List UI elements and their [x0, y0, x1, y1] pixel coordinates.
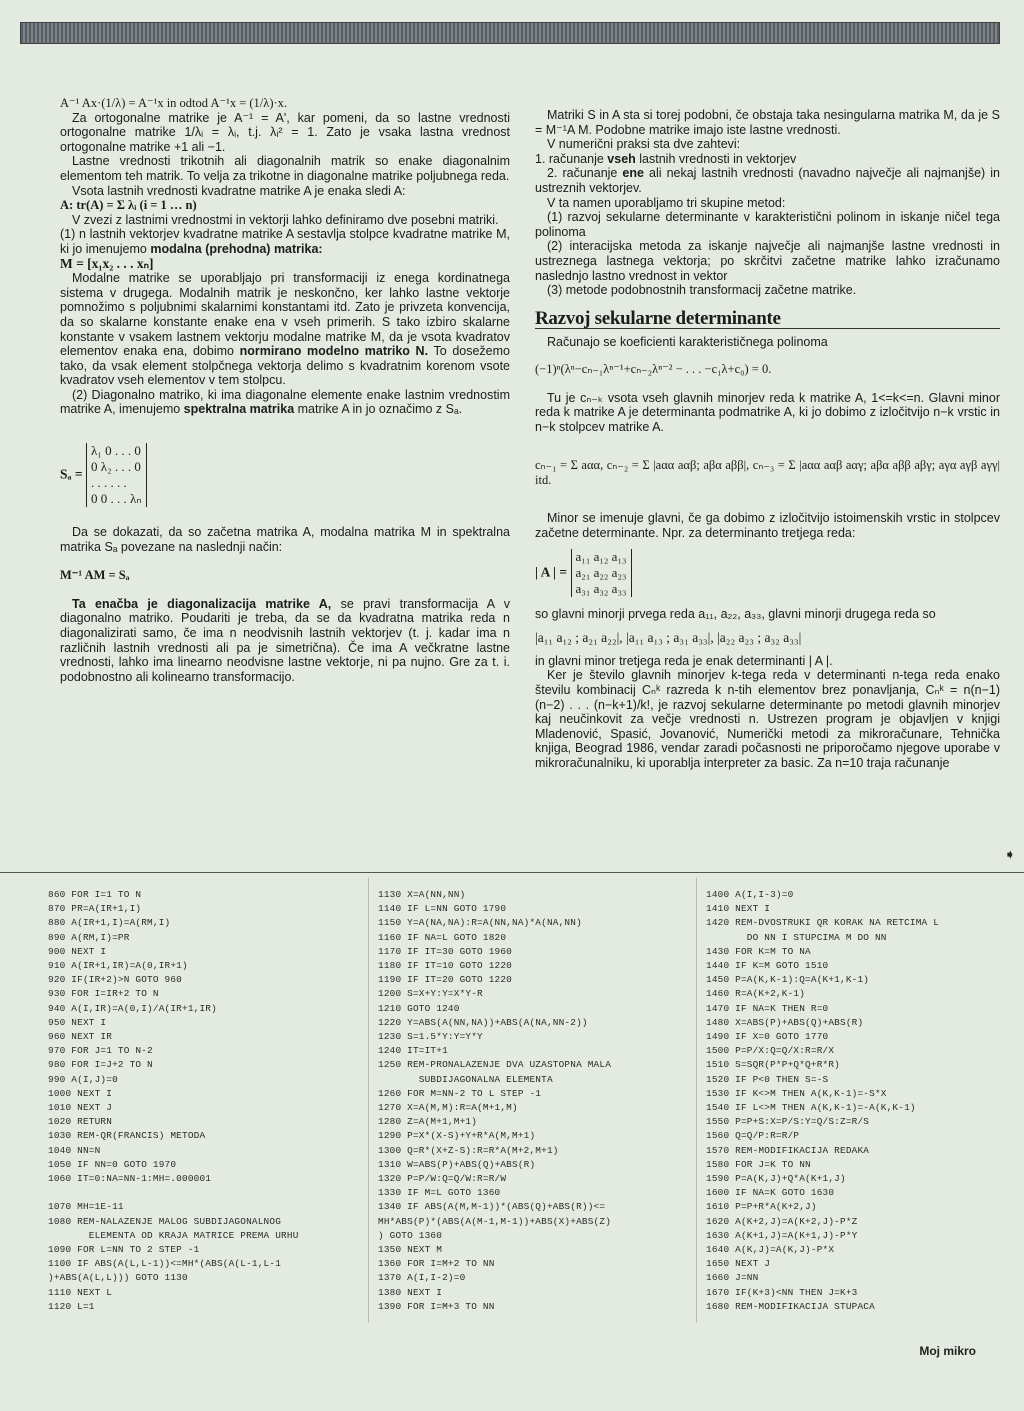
- matrix-row: a₁₁ a₁₂ a₁₃: [575, 548, 627, 564]
- matrix-row: . . . . . .: [91, 475, 127, 491]
- requirement-2-text: 2. računanje: [547, 166, 618, 181]
- code-listing-3: 1400 A(I,I-3)=0 1410 NEXT I 1420 REM-DVOSTRUKI QR KORAK NA RETCIMA L DO NN I STUPCIMA M DO NN 1430 FOR K=M TO NA 1440 IF K=M GOTO 1510 1450 P=A(K,K-1):Q=A(K+1,K-1) 1460 R=A(K+2,K-1) 1470 IF NA=K THEN R=0 1480 X=ABS(P)+ABS(Q)+ABS(R) 1490 IF X=0 GOTO 1770 1500 P=P/X:Q=Q/X:R=R/X 1510 S=SQR(P*P+Q*Q+R*R) 1520 IF P<0 THEN S=-S 1530 IF K<>M THEN A(K,K-1)=-S*X 1540 IF L<>M THEN A(K,K-1)=-A(K,K-1) 1550 P=P+S:X=P/S:Y=Q/S:Z=R/S 1560 Q=Q/P:R=R/P 1570 REM-MODIFIKACIJA REDAKA 1580 FOR J=K TO NN 1590 P=A(K,J)+Q*A(K+1,J) 1600 IF NA=K GOTO 1630 1610 P=P+R*A(K+2,J) 1620 A(K+2,J)=A(K+2,J)-P*Z 1630 A(K+1,J)=A(K+1,J)-P*Y 1640 A(K,J)=A(K,J)-P*X 1650 NEXT J 1660 J=NN 1670 IF(K+3)<NN THEN J=K+3 1680 REM-MODIFIKACIJA STUPACA: [706, 889, 940, 1312]
- paragraph-combinations: Ker je število glavnih minorjev k-tega reda v determinanti n-tega reda enako številu kombinacij Cₙᵏ razreda k n-tih elementov brez ponavljanja, Cₙᵏ = n(n−1) (n−2) . . . (n−k+1)/k!, je razvoj sekularne determinante po metodi glavnih minorjev kaj neučinkovit za večje vrednosti n. Ustrezen program je objavljen v knjigi Mladenović, Spasić, Jovanović, Numerički metodi za mikroračunare, Tehnička knjiga, Beograd 1986, vendar zaradi počasnosti ne priporočamo njegove uporabe v mikroračunalniku, ki uporablja interpreter za basic. Za n=10 traja računanje: [535, 668, 1000, 770]
- paragraph-normalized: [60, 271, 510, 388]
- paragraph-triangular: Lastne vrednosti trikotnih ali diagonalnih matrik so enake diagonalnim elementom teh matrik. To velja za trikotne in diagonalne matrike poljubnega reda.: [60, 154, 510, 183]
- paragraph-trace: Vsota lastnih vrednosti kvadratne matrike A je enaka sledi A:: [72, 183, 406, 198]
- modal-term: modalna (prehodna) matrika:: [150, 241, 323, 256]
- requirement-2-term: ene: [622, 166, 644, 181]
- spectral-text: (2) Diagonalno matriko, ki ima diagonalne elemente enake lastnim vrednostim matrike A, imenujemo: [60, 387, 510, 417]
- section-heading: Razvoj sekularne determinante: [535, 312, 1000, 330]
- spectral-matrix: [60, 443, 510, 507]
- left-column: [60, 96, 510, 684]
- minor-item: |a₁₁ a₁₃ ; a₃₁ a₃₃|: [626, 630, 711, 646]
- matrix-row: 0 0 . . . λₙ: [91, 491, 142, 507]
- paragraph-similar: Matriki S in A sta si torej podobni, če obstaja taka nesingularna matrika M, da je S = M⁻¹A M. Podobne matrike imajo iste lastne vrednosti.: [535, 108, 1000, 137]
- minor-item: |a₁₁ a₁₂ ; a₂₁ a₂₂|: [535, 630, 620, 646]
- formula-polynomial: (−1)ⁿ(λⁿ−cₙ₋₁λⁿ⁻¹+cₙ₋₂λⁿ⁻² − . . . −c₁λ+c₀) = 0.: [535, 361, 772, 376]
- determinant-block: [535, 549, 1000, 597]
- modal-text: (1) n lastnih vektorjev kvadratne matrike A sestavlja stolpce kvadratne matrike M, ki jo imenujemo: [60, 227, 510, 256]
- code-divider: [368, 878, 369, 1323]
- paragraph-methods: V ta namen uporabljamo tri skupine metod:: [547, 195, 786, 210]
- paragraph-diagonalization: [60, 597, 510, 685]
- determinant-body: [571, 549, 632, 597]
- paragraph-special-matrices: V zvezi z lastnimi vrednostmi in vektorji lahko definiramo dve posebni matriki.: [72, 212, 499, 227]
- paragraph-relation: Da se dokazati, da so začetna matrika A, modalna matrika M in spektralna matrika Sₐ povezane na naslednji način:: [60, 525, 510, 554]
- matrix-row: 0 λ₂ . . . 0: [91, 459, 141, 475]
- determinant-label: | A | =: [535, 563, 568, 579]
- right-column: [535, 108, 1000, 771]
- paragraph-coefficients: Računajo se koeficienti karakterističnega polinoma: [547, 335, 828, 350]
- paragraph-principal-minor: Minor se imenuje glavni, če ga dobimo z izločitvijo istoimenskih vrstic in stolpcev začetne determinante. Npr. za determinanto tretjega reda:: [535, 511, 1000, 541]
- paragraph-orthogonal: Za ortogonalne matrike je A⁻¹ = A', kar pomeni, da so lastne vrednosti ortogonalne matrike 1/λᵢ = λᵢ, t.j. λᵢ² = 1. Zato je vsaka lastna vrednost ortogonalne matrike +1 ali −1.: [60, 110, 510, 154]
- normalized-text-end: To dosežemo tako, da vsak element stolpčnega vektorja delimo s kvadratnim korenom vsote kvadratov vseh elementov v tem stolpcu.: [60, 344, 510, 388]
- continue-arrow-icon: ➧: [1004, 846, 1016, 862]
- second-order-minors: |a₁₁ a₁₂ ; a₂₁ a₂₂|, |a₁₁ a₁₃ ; a₃₁ a₃₃|, |a₂₂ a₂₃ ; a₃₂ a₃₃|: [535, 630, 802, 646]
- paragraph-modal: [60, 227, 510, 256]
- code-listing-2: 1130 X=A(NN,NN) 1140 IF L=NN GOTO 1790 1150 Y=A(NA,NA):R=A(NN,NA)*A(NA,NN) 1160 IF NA=L GOTO 1820 1170 IF IT=30 GOTO 1960 1180 IF IT=10 GOTO 1220 1190 IF IT=20 GOTO 1220 1200 S=X+Y:Y=X*Y-R 1210 GOTO 1240 1220 Y=ABS(A(NN,NA))+ABS(A(NA,NN-2)) 1230 S=1.5*Y:Y=Y*Y 1240 IT=IT+1 1250 REM-PRONALAZENJE DVA UZASTOPNA MALA SUBDIJAGONALNA ELEMENTA 1260 FOR M=NN-2 TO L STEP -1 1270 X=A(M,M):R=A(M+1,M) 1280 Z=A(M+1,M+1) 1290 P=X*(X-S)+Y+R*A(M,M+1) 1300 Q=R*(X+Z-S):R=R*A(M+2,M+1) 1310 W=ABS(P)+ABS(Q)+ABS(R) 1320 P=P/W:Q=Q/W:R=R/W 1330 IF M=L GOTO 1360 1340 IF ABS(A(M,M-1))*(ABS(Q)+ABS(R))<= MH*ABS(P)*(ABS(A(M-1,M-1))+ABS(X)+ABS(Z) ) GOTO 1360 1350 NEXT M 1360 FOR I=M+2 TO NN 1370 A(I,I-2)=0 1380 NEXT I 1390 FOR I=M+3 TO NN: [378, 889, 612, 1312]
- normalized-text: Modalne matrike se uporabljajo pri transformaciji iz enega kordinatnega sistema v drugega. Modalnih matrik je neskončno, ker lahko lastne vektorje pomnožimo s poljubnimi skalarnimi konstantami itd. Zato je privzeta konvencija, da so skalarne konstante enake ena v vseh primerih. S tako izbiro skalarne konstante v vsakem lastnem vektorju modalne matrike M, da je vsota kvadratov elementov enaka ena, dobimo: [60, 271, 510, 359]
- paragraph-requirements: V numerični praksi sta dve zahtevi:: [547, 137, 741, 152]
- paragraph-third-order: in glavni minor tretjega reda je enak determinanti | A |.: [535, 653, 833, 668]
- requirement-1-text: 1. računanje: [535, 151, 604, 166]
- spectral-term: spektralna matrika: [183, 402, 295, 417]
- spectral-text-end: matrike A in jo označimo z Sₐ.: [297, 402, 463, 417]
- formula-diagonalization: M⁻¹ AM = Sₐ: [60, 568, 130, 583]
- magazine-footer: Moj mikro: [919, 1344, 976, 1358]
- paragraph-spectral: [60, 388, 510, 417]
- matrix-row: a₂₁ a₂₂ a₂₃: [575, 564, 627, 580]
- spectral-matrix-label: Sₐ =: [60, 466, 83, 482]
- spectral-matrix-body: [86, 443, 146, 507]
- requirement-2: [535, 166, 1000, 195]
- method-1: (1) razvoj sekularne determinante v karakteristični polinom in iskanje ničel tega polinoma: [535, 210, 1000, 239]
- formula-inverse: A⁻¹ Ax·(1/λ) = A⁻¹x in odtod A⁻¹x = (1/λ)·x.: [60, 96, 288, 110]
- paragraph-first-order: so glavni minorji prvega reda a₁₁, a₂₂, a₃₃, glavni minorji drugega reda so: [535, 606, 936, 621]
- requirement-2-end: ali nekaj lastnih vrednosti (navadno največje ali najmanjše) in ustreznih vektorjev.: [535, 166, 1000, 195]
- code-listing-1: 860 FOR I=1 TO N 870 PR=A(IR+1,I) 880 A(IR+1,I)=A(RM,I) 890 A(RM,I)=PR 900 NEXT I 910 A(IR+1,IR)=A(0,IR+1) 920 IF(IR+2)>N GOTO 960 930 FOR I=IR+2 TO N 940 A(I,IR)=A(0,I)/A(IR+1,IR) 950 NEXT I 960 NEXT IR 970 FOR J=1 TO N-2 980 FOR I=J+2 TO N 990 A(I,J)=0 1000 NEXT I 1010 NEXT J 1020 RETURN 1030 REM-QR(FRANCIS) METODA 1040 NN=N 1050 IF NN=0 GOTO 1970 1060 IT=0:NA=NN-1:MH=.000001 1070 MH=1E-11 1080 REM-NALAZENJE MALOG SUBDIJAGONALNOG ELEMENTA OD KRAJA MATRICE PREMA URHU 1090 FOR L=NN TO 2 STEP -1 1100 IF ABS(A(L,L-1))<=MH*(ABS(A(L-1,L-1 )+ABS(A(L,L))) GOTO 1130 1110 NEXT L 1120 L=1: [48, 889, 299, 1312]
- minor-item: |a₂₂ a₂₃ ; a₃₂ a₃₃|: [717, 630, 802, 646]
- formula-trace: A: tr(A) = Σ λᵢ (i = 1 … n): [60, 198, 197, 213]
- header-bar: [20, 22, 1000, 44]
- requirement-1-term: vseh: [607, 151, 636, 166]
- method-2: (2) interacijska metoda za iskanje največje ali najmanjše lastne vrednosti in ustreznega lastnega vektorja; po skrčitvi začetne matrike lahko izračunamo naslednjo lastno vrednost in vektor: [535, 239, 1000, 283]
- code-divider: [696, 878, 697, 1323]
- matrix-row: λ₁ 0 . . . 0: [91, 443, 141, 459]
- normalized-term: normirano modelno matriko N.: [239, 344, 429, 359]
- paragraph-minors: Tu je cₙ₋ₖ vsota vseh glavnih minorjev reda k matrike A, 1<=k<=n. Glavni minor reda k matrike A je determinanta podmatrike A, ki jo dobimo z izločitvijo n−k vrstic in n−k stolpcev matrike A.: [535, 390, 1000, 434]
- formula-modal: M = [x₁x₂ . . . xₙ]: [60, 255, 154, 271]
- diagonalization-term: Ta enačba je diagonalizacija matrike A,: [72, 596, 332, 611]
- requirement-1-end: lastnih vrednosti in vektorjev: [639, 151, 797, 166]
- formula-coefficients: cₙ₋₁ = Σ aαα, cₙ₋₂ = Σ |aαα aαβ; aβα aββ|, cₙ₋₃ = Σ |aαα aαβ aαγ; aβα aββ aβγ; aγα aγβ aγγ| itd.: [535, 458, 1000, 487]
- requirement-1: [535, 152, 1000, 167]
- section-divider: [0, 872, 1024, 873]
- matrix-row: a₃₁ a₃₂ a₃₃: [575, 580, 627, 596]
- diagonalization-text: se pravi transformacija A v diagonalno matriko. Poudariti je treba, da se da kvadratna matrika reda n diagonalizirati samo, če ima n neodvisnih lastnih vektorjev (t. j. kadar ima n različnih lastnih vrednosti ali pa je simetrična). Če ima A večkratne lastne vrednosti, lahko ima linearno neodvisne lastne vektorje, ni pa nujno. Gre za t. i. podobnostno ali kolinearno transformacijo.: [60, 596, 510, 684]
- method-3: (3) metode podobnostnih transformacij začetne matrike.: [547, 283, 857, 298]
